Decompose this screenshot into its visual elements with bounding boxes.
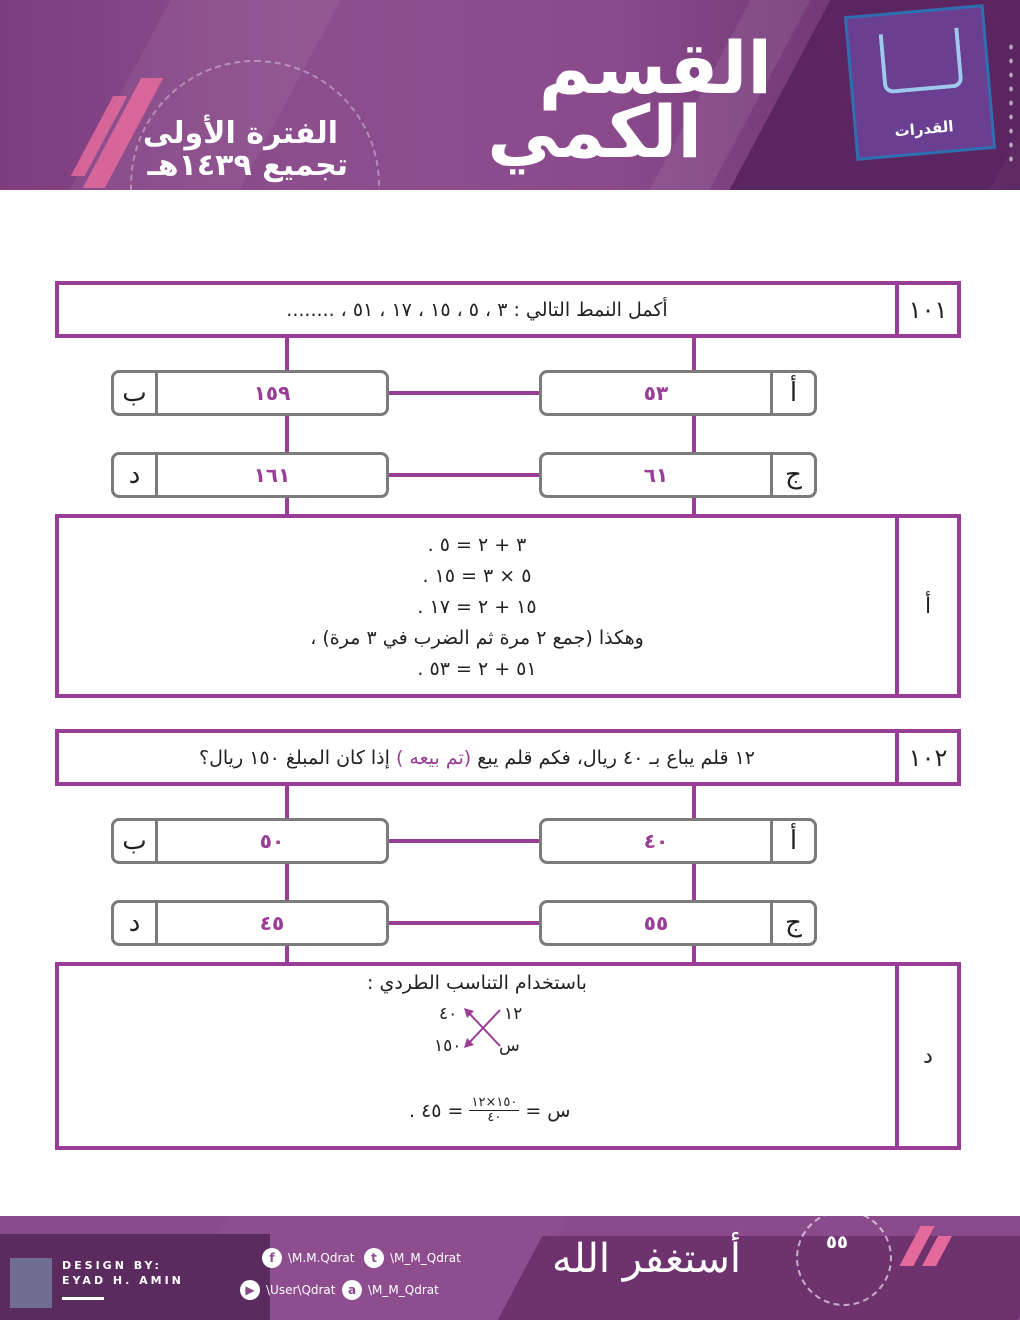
solution-line: ٣ + ٢ = ٥ . [427, 534, 527, 556]
option-letter: د [114, 455, 158, 495]
fraction: ١٥٠×١٢ ٤٠ [471, 1095, 518, 1126]
solution-equation: س = ١٥٠×١٢ ٤٠ = ٤٥ . [409, 1095, 571, 1126]
youtube-link[interactable]: ▶ \User\Qdrat [240, 1280, 336, 1300]
decorative-dots [1006, 40, 1016, 170]
cross-multiply-arrows-icon [462, 1006, 504, 1050]
connector-line [285, 338, 289, 372]
connector-line [388, 391, 540, 395]
connector-line [285, 414, 289, 454]
connector-line [692, 786, 696, 820]
connector-line [692, 414, 696, 454]
twitter-link[interactable]: t \M_M_Qdrat [364, 1248, 461, 1268]
question-number: ١٠٢ [895, 733, 957, 782]
istighfar-calligraphy: أستغفر الله [552, 1236, 742, 1282]
connector-line [692, 338, 696, 372]
question-text: ١٢ قلم يباع بـ ٤٠ ريال، فكم قلم يبع (تم بيعه ) إذا كان المبلغ ١٥٠ ريال؟ [199, 746, 756, 769]
design-credit: DESIGN BY: EYAD H. AMIN [62, 1259, 184, 1288]
question-text: أكمل النمط التالي : ٣ ، ٥ ، ١٥ ، ١٧ ، ٥١ ، ........ [286, 298, 668, 321]
option-value: ٤٠ [643, 829, 669, 853]
option-value: ١٥٩ [253, 381, 291, 405]
option-value: ٥٠ [259, 829, 285, 853]
option-b[interactable] [111, 370, 389, 416]
option-value: ٥٣ [643, 381, 669, 405]
question-102 [55, 729, 961, 786]
answer-letter: أ [895, 518, 957, 694]
divider [62, 1297, 104, 1300]
connector-line [285, 862, 289, 902]
question-number: ١٠١ [895, 285, 957, 334]
solution-line: ٥١ + ٢ = ٥٣ . [417, 658, 537, 680]
solution-line: ١٥ + ٢ = ١٧ . [417, 596, 537, 618]
page-number: ٥٥ [826, 1232, 848, 1253]
option-letter: د [114, 903, 158, 943]
connector-line [285, 786, 289, 820]
ask-link[interactable]: a \M_M_Qdrat [342, 1280, 439, 1300]
section-title-line1: القسم [538, 26, 772, 110]
period-label: الفترة الأولى [142, 116, 338, 151]
period-sublabel: تجميع ١٤٣٩هـ [147, 148, 348, 183]
connector-line [692, 496, 696, 516]
facebook-link[interactable]: f \M.M.Qdrat [262, 1248, 354, 1268]
option-value: ١٦١ [253, 463, 291, 487]
decorative-circle [796, 1210, 892, 1306]
cross-term: ١٥٠ [434, 1036, 462, 1056]
option-a[interactable] [539, 818, 817, 864]
qudrat-logo: القدرات [844, 4, 996, 161]
solution-line: ٥ × ٣ = ١٥ . [422, 565, 532, 587]
connector-line [388, 839, 540, 843]
connector-line [692, 862, 696, 902]
question-101 [55, 281, 961, 338]
book-icon [879, 27, 964, 94]
option-letter: أ [770, 373, 814, 413]
option-b[interactable] [111, 818, 389, 864]
solution-text [59, 966, 895, 1146]
solution-102 [55, 962, 961, 1150]
option-value: ٤٥ [259, 911, 285, 935]
option-letter: ب [114, 821, 158, 861]
solution-101 [55, 514, 961, 698]
designer-signature-logo [10, 1258, 52, 1308]
option-letter: ب [114, 373, 158, 413]
ask-icon: a [342, 1280, 362, 1300]
option-c[interactable] [539, 900, 817, 946]
option-letter: أ [770, 821, 814, 861]
connector-line [692, 944, 696, 964]
connector-line [388, 473, 540, 477]
cross-term: ٤٠ [439, 1004, 458, 1024]
answer-letter: د [895, 966, 957, 1146]
connector-line [285, 496, 289, 516]
connector-line [285, 944, 289, 964]
solution-text [59, 518, 895, 694]
option-d[interactable] [111, 452, 389, 498]
option-d[interactable] [111, 900, 389, 946]
page-header [0, 0, 1020, 190]
option-letter: ج [770, 903, 814, 943]
option-value: ٦١ [643, 463, 669, 487]
solution-line: وهكذا (جمع ٢ مرة ثم الضرب في ٣ مرة) ، [310, 627, 644, 649]
option-value: ٥٥ [643, 911, 669, 935]
facebook-icon: f [262, 1248, 282, 1268]
cross-term: س [499, 1036, 520, 1056]
connector-line [388, 921, 540, 925]
option-letter: ج [770, 455, 814, 495]
section-title-line2: الكمي [487, 90, 702, 174]
highlight-text: (تم بيعه ) [395, 746, 472, 769]
option-c[interactable] [539, 452, 817, 498]
option-a[interactable] [539, 370, 817, 416]
youtube-icon: ▶ [240, 1280, 260, 1300]
solution-intro: باستخدام التناسب الطردي : [367, 972, 587, 994]
cross-term: ١٢ [504, 1004, 523, 1024]
twitter-icon: t [364, 1248, 384, 1268]
